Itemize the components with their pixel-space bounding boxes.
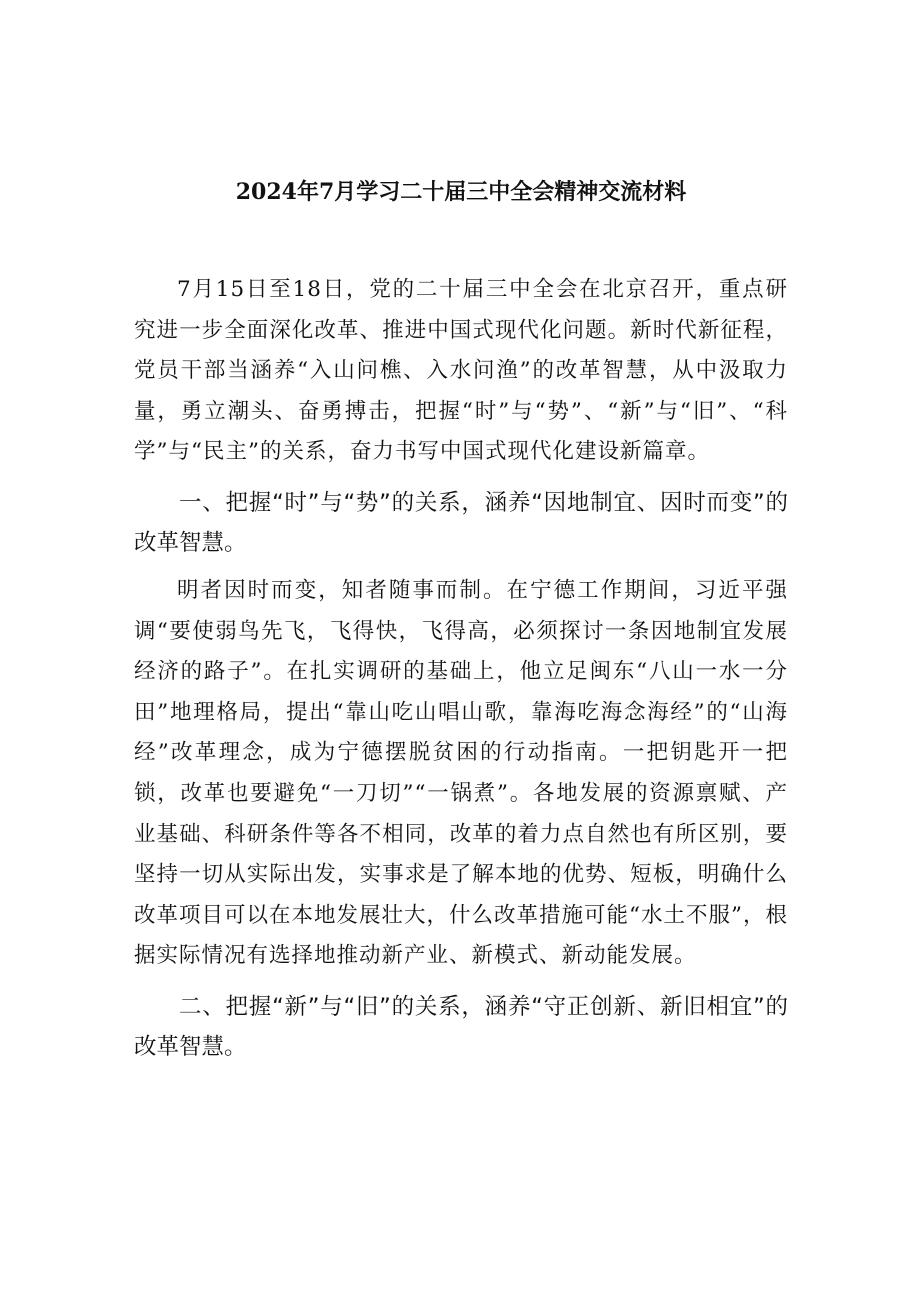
section-1-paragraph: 明者因时而变，知者随事而制。在宁德工作期间，习近平强调“要使弱鸟先飞，飞得快，飞得高，必须探讨一条因地制宜发展经济的路子”。在扎实调研的基础上，他立足闽东“八山一水一分田”地理格局，提出“靠山吃山唱山歌，靠海吃海念海经”的“山海经”改革理念，成为宁德摆脱贫困的行动指南。一把钥匙开一把锁，改革也要避免“一刀切”“一锅煮”。各地发展的资源禀赋、产业基础、科研条件等各不相同，改革的着力点自然也有所区别，要坚持一切从实际出发，实事求是了解本地的优势、短板，明确什么改革项目可以在本地发展壮大，什么改革措施可能“水土不服”，根据实际情况有选择地推动新产业、新模式、新动能发展。 [134, 577, 788, 969]
section-1-heading: 一、把握“时”与“势”的关系，涵养“因地制宜、因时而变”的改革智慧。 [134, 489, 788, 556]
intro-paragraph: 7月15日至18日，党的二十届三中全会在北京召开，重点研究进一步全面深化改革、推进中国式现代化问题。新时代新征程，党员干部当涵养“入山问樵、入水问渔”的改革智慧，从中汲取力量，勇立潮头、奋勇搏击，把握“时”与“势”、“新”与“旧”、“科学”与“民主”的关系，奋力书写中国式现代化建设新篇章。 [134, 277, 788, 465]
document-title: 2024年7月学习二十届三中全会精神交流材料 [235, 179, 687, 205]
section-2-heading: 二、把握“新”与“旧”的关系，涵养“守正创新、新旧相宜”的改革智慧。 [134, 993, 788, 1060]
